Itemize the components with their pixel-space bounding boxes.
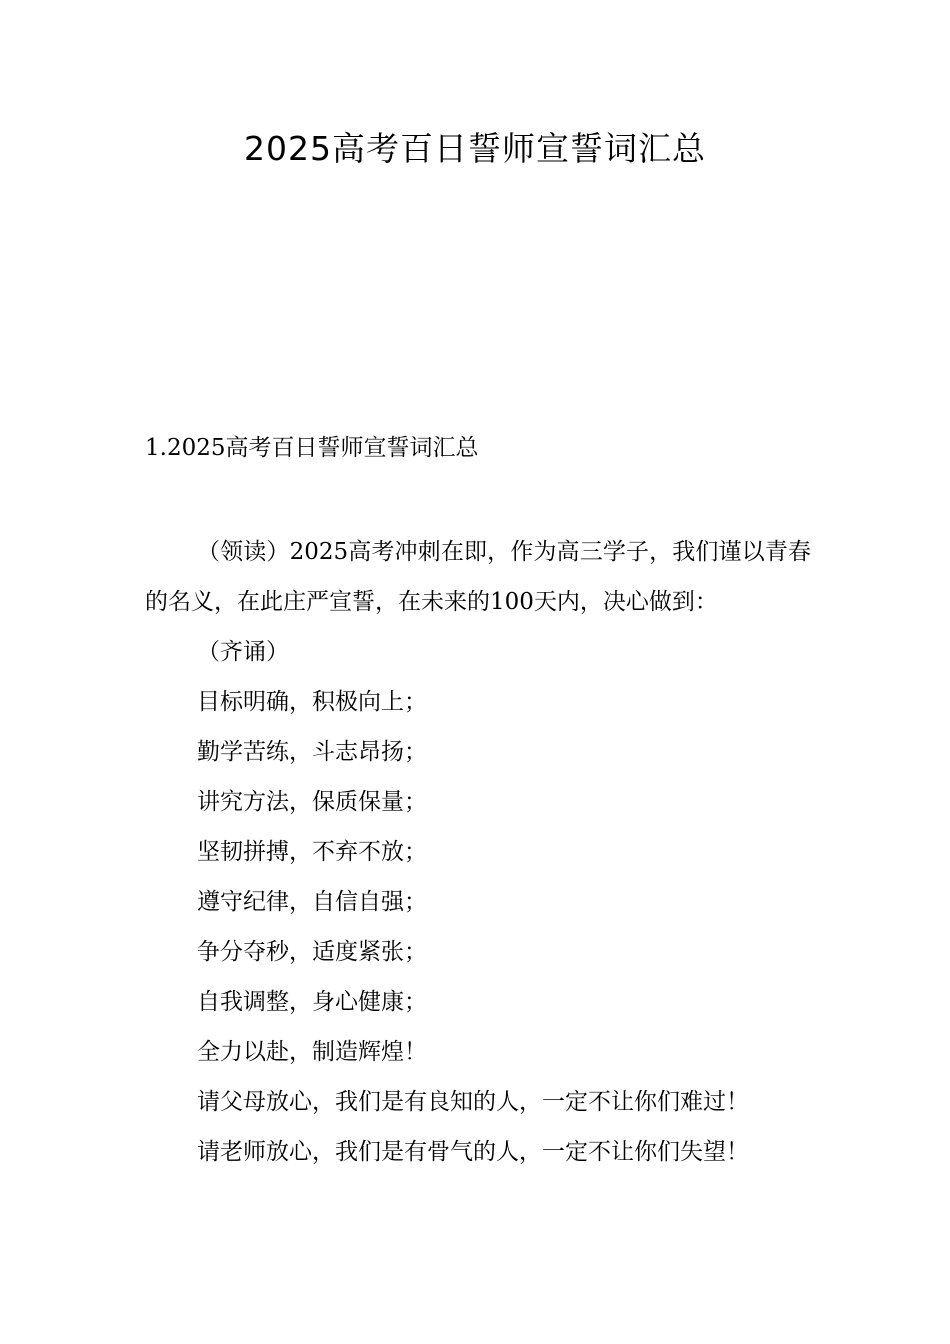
oath-line: 请父母放心，我们是有良知的人，一定不让你们难过！ (197, 1089, 749, 1115)
oath-line: 坚韧拼搏，不弃不放； (197, 839, 427, 865)
oath-line: 请老师放心，我们是有骨气的人，一定不让你们失望！ (197, 1139, 749, 1165)
document-title: 2025高考百日誓师宣誓词汇总 (244, 129, 706, 168)
oath-line: 争分夺秒，适度紧张； (197, 939, 427, 965)
oath-line: 遵守纪律，自信自强； (197, 889, 427, 915)
intro-paragraph: （领读）2025高考冲刺在即，作为高三学子，我们谨以青春的名义，在此庄严宣誓，在未来的100天内，决心做到： (145, 539, 811, 615)
oath-line: 讲究方法，保质保量； (197, 789, 427, 815)
oath-line: 目标明确，积极向上； (197, 689, 427, 715)
oath-line: 自我调整，身心健康； (197, 989, 427, 1015)
oath-line: 勤学苦练，斗志昂扬； (197, 739, 427, 765)
chant-label: （齐诵） (197, 639, 289, 665)
section-heading: 1.2025高考百日誓师宣誓词汇总 (145, 435, 479, 461)
oath-body (145, 527, 811, 1177)
oath-line: 全力以赴，制造辉煌！ (197, 1039, 427, 1065)
